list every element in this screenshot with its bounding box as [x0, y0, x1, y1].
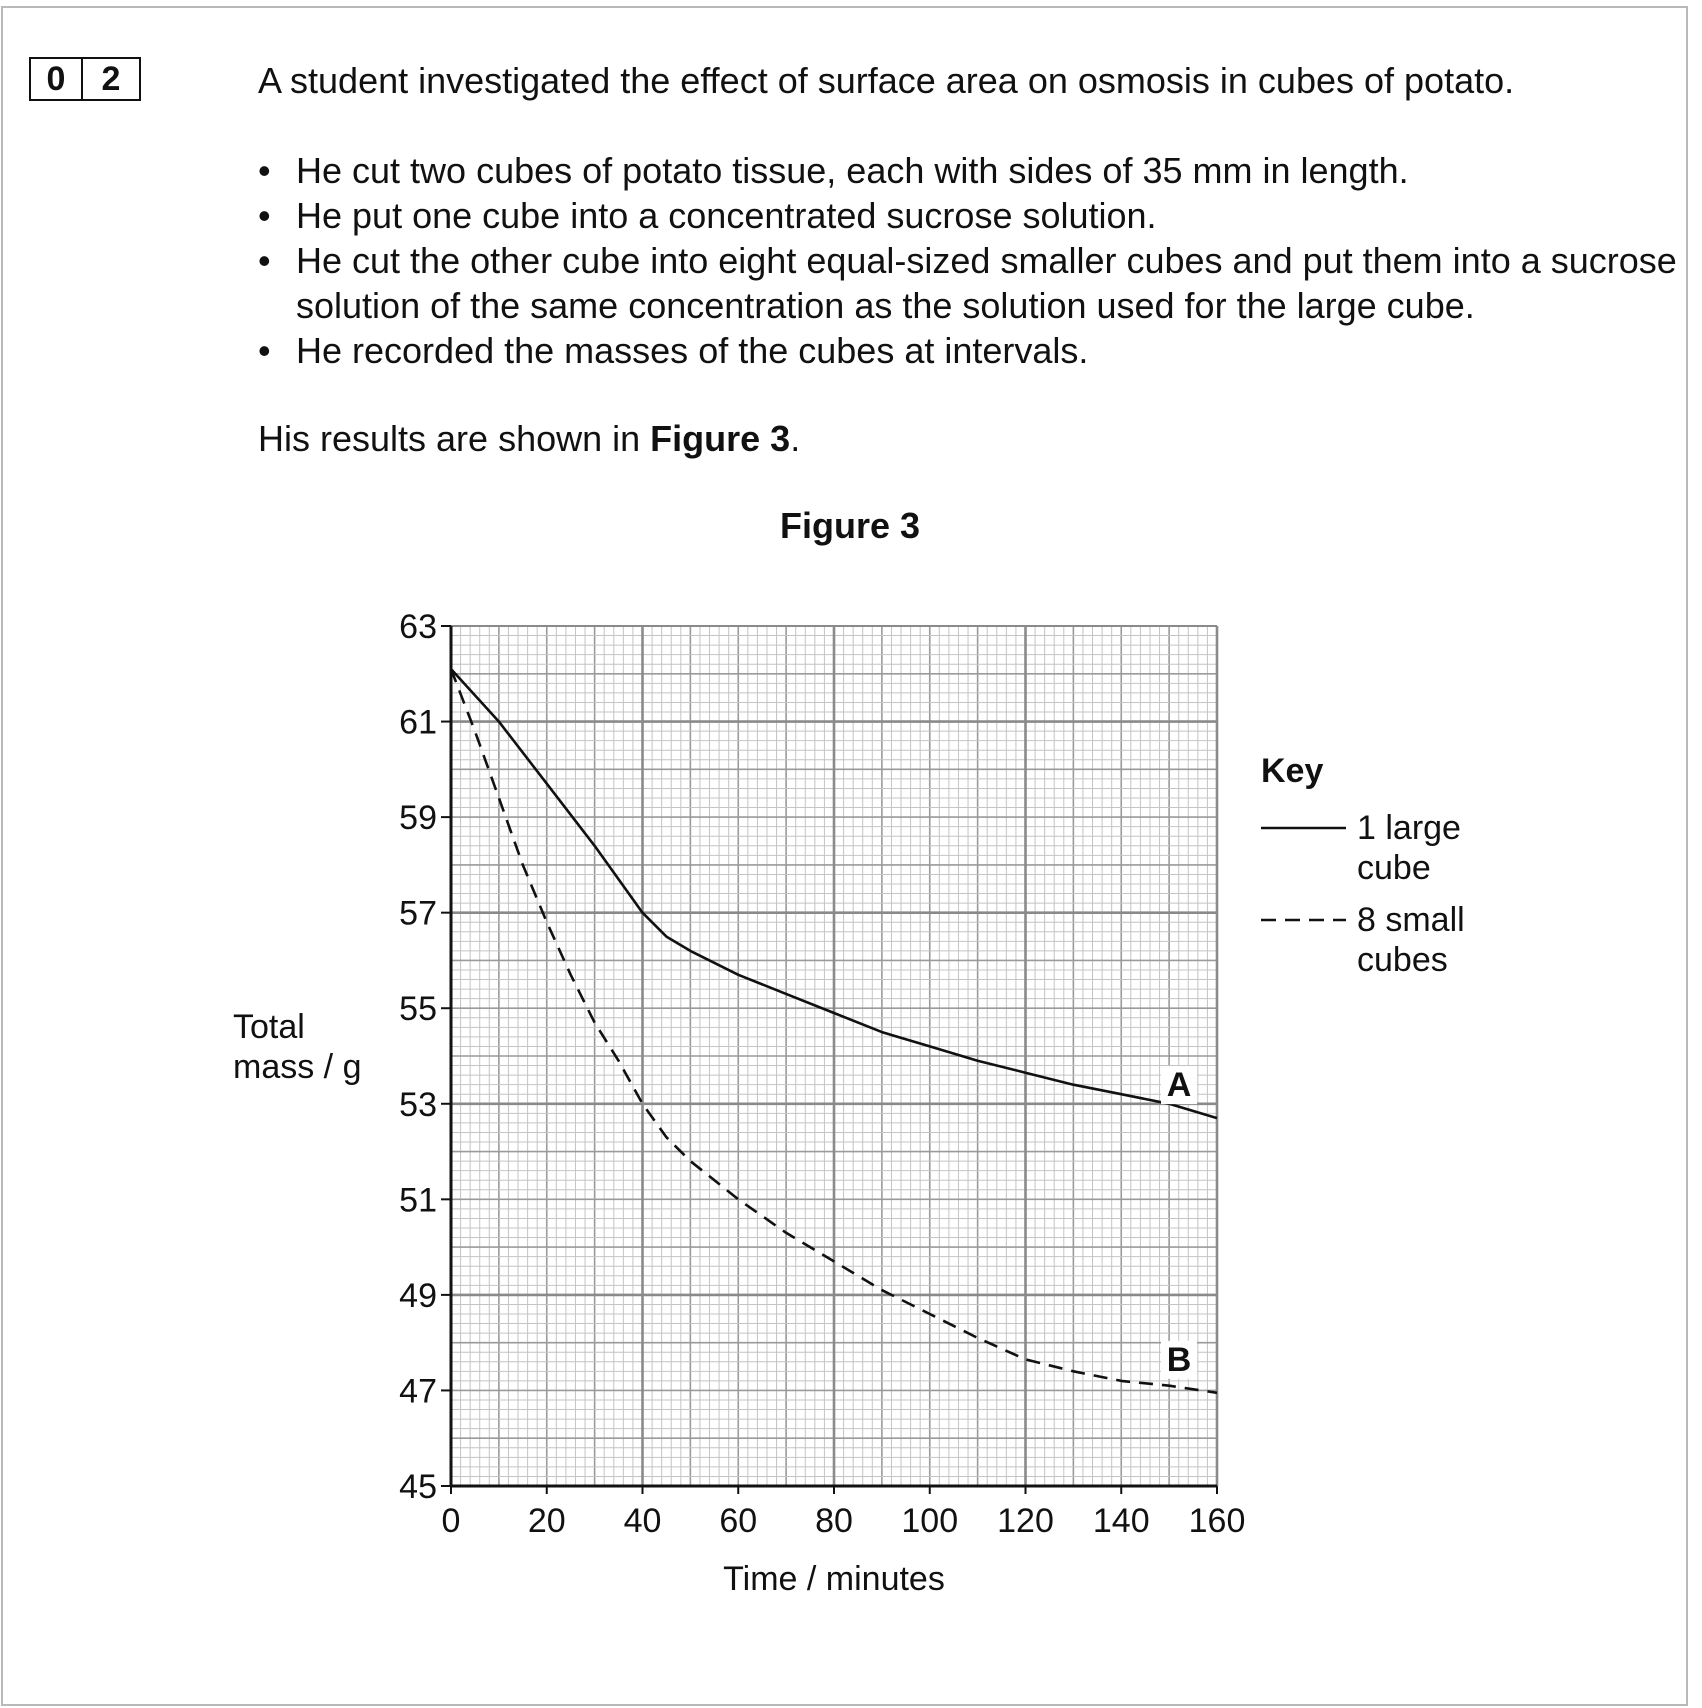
x-tick-label: 60: [719, 1502, 758, 1540]
results-text: His results are shown in: [258, 418, 651, 459]
x-tick-label: 100: [901, 1502, 959, 1540]
y-tick-label: 63: [399, 608, 437, 646]
legend-label: cubes: [1357, 941, 1448, 979]
x-tick-label: 0: [441, 1502, 461, 1540]
question-number-digit: 2: [83, 57, 141, 101]
y-axis-label: Total: [233, 1008, 305, 1046]
y-tick-label: 61: [399, 703, 437, 742]
y-tick-label: 55: [399, 990, 437, 1029]
curve-label: B: [1166, 1340, 1192, 1379]
legend-label: 8 small: [1357, 901, 1465, 939]
y-tick-label: 53: [399, 1085, 437, 1124]
y-tick-label: 49: [399, 1276, 437, 1315]
legend-label: 1 large: [1357, 809, 1461, 847]
legend: [1261, 752, 1465, 979]
method-step: • He cut the other cube into eight equal-sized smaller cubes and put them into a sucrose solution of the same concentration as the solution used for the large cube.: [258, 238, 1678, 328]
figure-reference: Figure 3: [650, 418, 791, 459]
results-period: .: [790, 418, 801, 459]
method-step: • He put one cube into a concentrated sucrose solution.: [258, 193, 1678, 238]
x-tick-label: 140: [1092, 1502, 1150, 1540]
legend-label: cube: [1357, 849, 1431, 887]
question-number-digit: 0: [29, 57, 83, 101]
curve-label: A: [1166, 1066, 1192, 1105]
y-tick-label: 57: [399, 894, 437, 933]
y-tick-label: 51: [399, 1181, 437, 1220]
question-intro: A student investigated the effect of surface area on osmosis in cubes of potato.: [258, 60, 1515, 101]
y-tick-label: 59: [399, 799, 437, 838]
method-step: • He recorded the masses of the cubes at intervals.: [258, 328, 1678, 373]
x-tick-label: 20: [527, 1502, 566, 1540]
y-axis-label: mass / g: [233, 1048, 362, 1086]
x-tick-label: 120: [997, 1502, 1054, 1540]
y-tick-label: 47: [399, 1372, 437, 1411]
method-step: • He cut two cubes of potato tissue, each with sides of 35 mm in length.: [258, 148, 1678, 193]
legend-title: Key: [1261, 752, 1324, 790]
y-tick-label: 45: [399, 1468, 437, 1506]
x-tick-label: 40: [623, 1502, 662, 1540]
x-axis-label: Time / minutes: [723, 1560, 945, 1598]
x-tick-label: 80: [815, 1502, 853, 1540]
figure-title: Figure 3: [779, 505, 921, 546]
x-tick-label: 160: [1188, 1502, 1246, 1540]
